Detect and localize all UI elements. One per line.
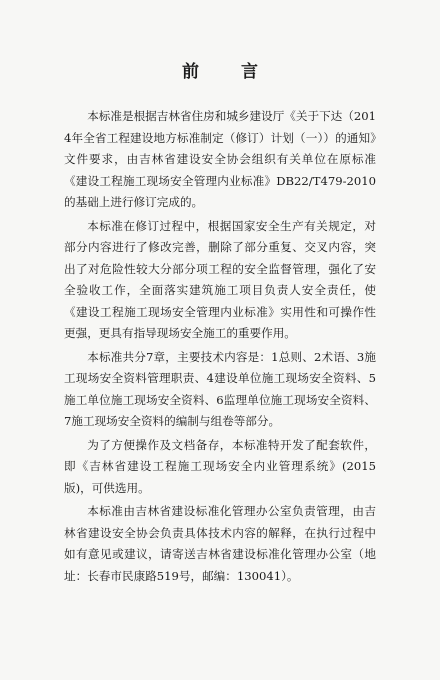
paragraph-revision: 本标准在修订过程中，根据国家安全生产有关规定，对部分内容进行了修改完善，删除了部分重复、交叉内容，突出了对危险性较大分部分项工程的安全监督管理，强化了安全验收工作，全面落实建筑施工项目负责人安全责任，使《建设工程施工现场安全管理内业标准》实用性和可操作性更强，更具有指导现场安全施工的重要作用。	[64, 218, 376, 340]
paragraph-basis: 本标准是根据吉林省住房和城乡建设厅《关于下达（2014年全省工程建设地方标准制定（修订）计划（一））的通知》文件要求，由吉林省建设安全协会组织有关单位在原标准《建设工程施工现场安全管理内业标准》DB22/T479-2010的基础上进行修订完成的。	[64, 109, 376, 209]
paragraph-management: 本标准由吉林省建设标准化管理办公室负责管理，由吉林省建设安全协会负责具体技术内容的解释，在执行过程中如有意见或建议，请寄送吉林省建设标准化管理办公室（地址：长春市民康路519号，邮编：130041）。	[64, 504, 376, 583]
paragraph-software: 为了方便操作及文档备存，本标准特开发了配套软件，即《吉林省建设工程施工现场安全内业管理系统》(2015版)，可供选用。	[64, 437, 376, 495]
page-title: 前 言	[182, 62, 276, 82]
paragraph-contents: 本标准共分7章，主要技术内容是：1总则、2术语、3施工现场安全资料管理职责、4建设单位施工现场安全资料、5施工单位施工现场安全资料、6监理单位施工现场安全资料、7施工现场安全资料的编制与组卷等部分。	[64, 349, 376, 428]
